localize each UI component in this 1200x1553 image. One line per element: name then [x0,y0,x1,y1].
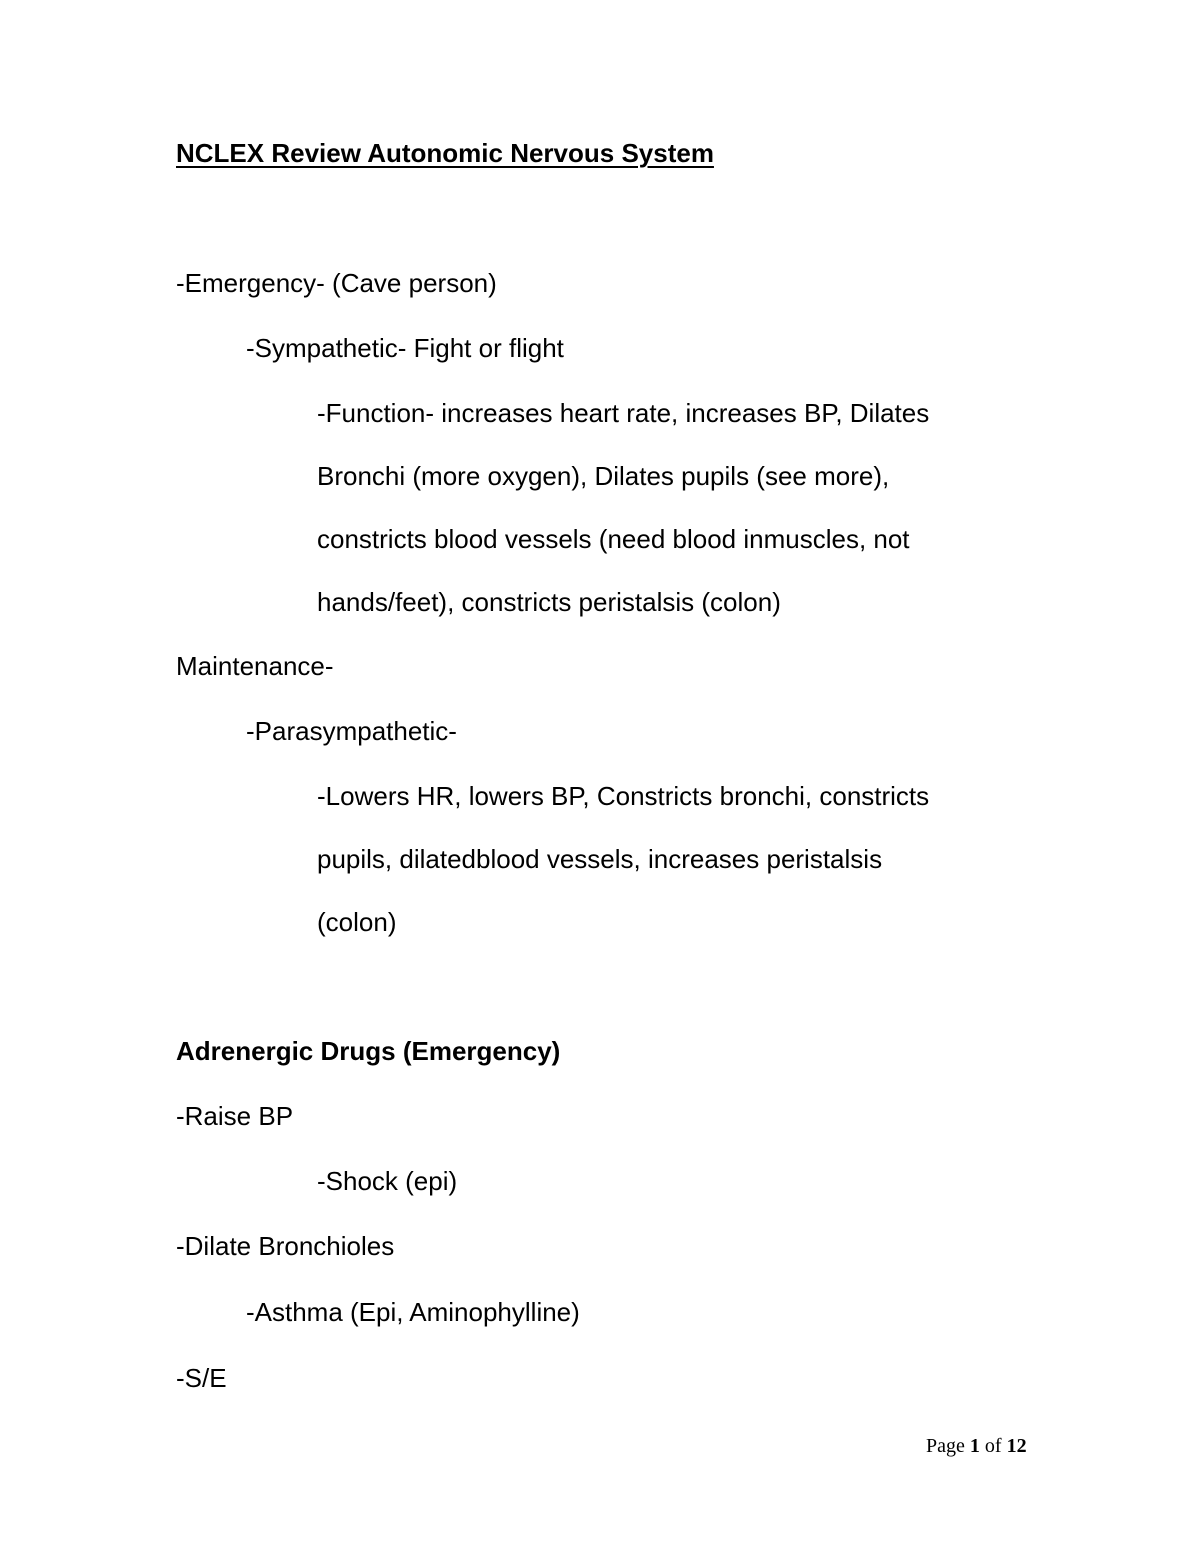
text-line-parasympathetic: -Parasympathetic- [246,716,457,746]
text-line-constricts-blood-vessels: constricts blood vessels (need blood inmuscles, not [317,524,910,554]
text-line-shock: -Shock (epi) [317,1166,458,1196]
text-line-function: -Function- increases heart rate, increases BP, Dilates [317,398,930,428]
text-line-hands-feet: hands/feet), constricts peristalsis (colon) [317,587,781,617]
page-label: Page [926,1435,965,1457]
document-title: NCLEX Review Autonomic Nervous System [176,138,714,168]
text-line-maintenance: Maintenance- [176,651,334,681]
section-heading-adrenergic: Adrenergic Drugs (Emergency) [176,1036,561,1066]
text-line-emergency: -Emergency- (Cave person) [176,268,497,298]
text-line-lowers-hr: -Lowers HR, lowers BP, Constricts bronchi, constricts [317,781,930,811]
page-total: 12 [1006,1435,1027,1457]
text-line-raise-bp: -Raise BP [176,1101,294,1131]
text-line-dilate-bronchioles: -Dilate Bronchioles [176,1231,395,1261]
page-footer [926,1434,1027,1458]
text-line-asthma: -Asthma (Epi, Aminophylline) [246,1297,580,1327]
page-number: 1 [969,1435,980,1457]
text-line-bronchi: Bronchi (more oxygen), Dilates pupils (see more), [317,461,890,491]
text-line-pupils: pupils, dilatedblood vessels, increases peristalsis [317,844,883,874]
text-line-side-effects: -S/E [176,1363,227,1393]
text-line-colon: (colon) [317,907,397,937]
text-line-sympathetic: -Sympathetic- Fight or flight [246,333,564,363]
of-label: of [984,1435,1002,1457]
